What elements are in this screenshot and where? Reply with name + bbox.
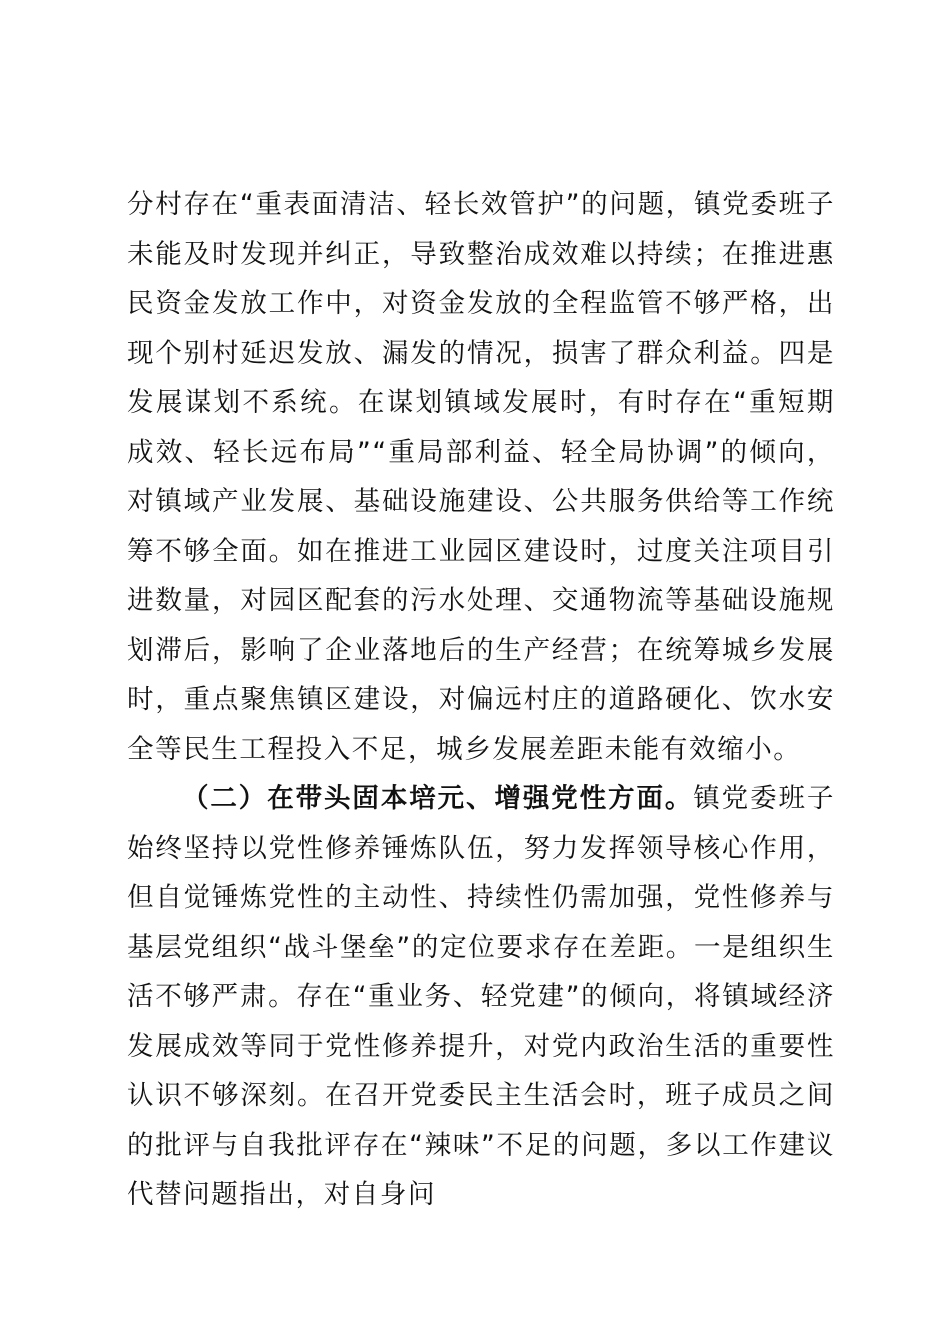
section-heading: （二）在带头固本培元、增强党性方面。 (182, 783, 694, 814)
paragraph-text: 分村存在“重表面清洁、轻长效管护”的问题，镇党委班子未能及时发现并纠正，导致整治成效难以持续；在推进惠民资金发放工作中，对资金发放的全程监管不够严格，出现个别村延迟发放、漏发的情况，损害了群众利益。四是发展谋划不系统。在谋划镇域发展时，有时存在“重短期成效、轻长远布局”“重局部利益、轻全局协调”的倾向，对镇域产业发展、基础设施建设、公共服务供给等工作统筹不够全面。如在推进工业园区建设时，过度关注项目引进数量，对园区配套的污水处理、交通物流等基础设施规划滞后，影响了企业落地后的生产经营；在统筹城乡发展时，重点聚焦镇区建设，对偏远村庄的道路硬化、饮水安全等民生工程投入不足，城乡发展差距未能有效缩小。 (127, 189, 835, 765)
paragraph-party-spirit (127, 774, 835, 1220)
paragraph-development-planning (127, 180, 835, 774)
paragraph-text: 镇党委班子始终坚持以党性修养锤炼队伍，努力发挥领导核心作用，但自觉锤炼党性的主动性、持续性仍需加强，党性修养与基层党组织“战斗堡垒”的定位要求存在差距。一是组织生活不够严肃。存在“重业务、轻党建”的倾向，将镇域经济发展成效等同于党性修养提升，对党内政治生活的重要性认识不够深刻。在召开党委民主生活会时，班子成员之间的批评与自我批评存在“辣味”不足的问题，多以工作建议代替问题指出，对自身问 (127, 783, 835, 1210)
document-page (127, 180, 835, 1220)
